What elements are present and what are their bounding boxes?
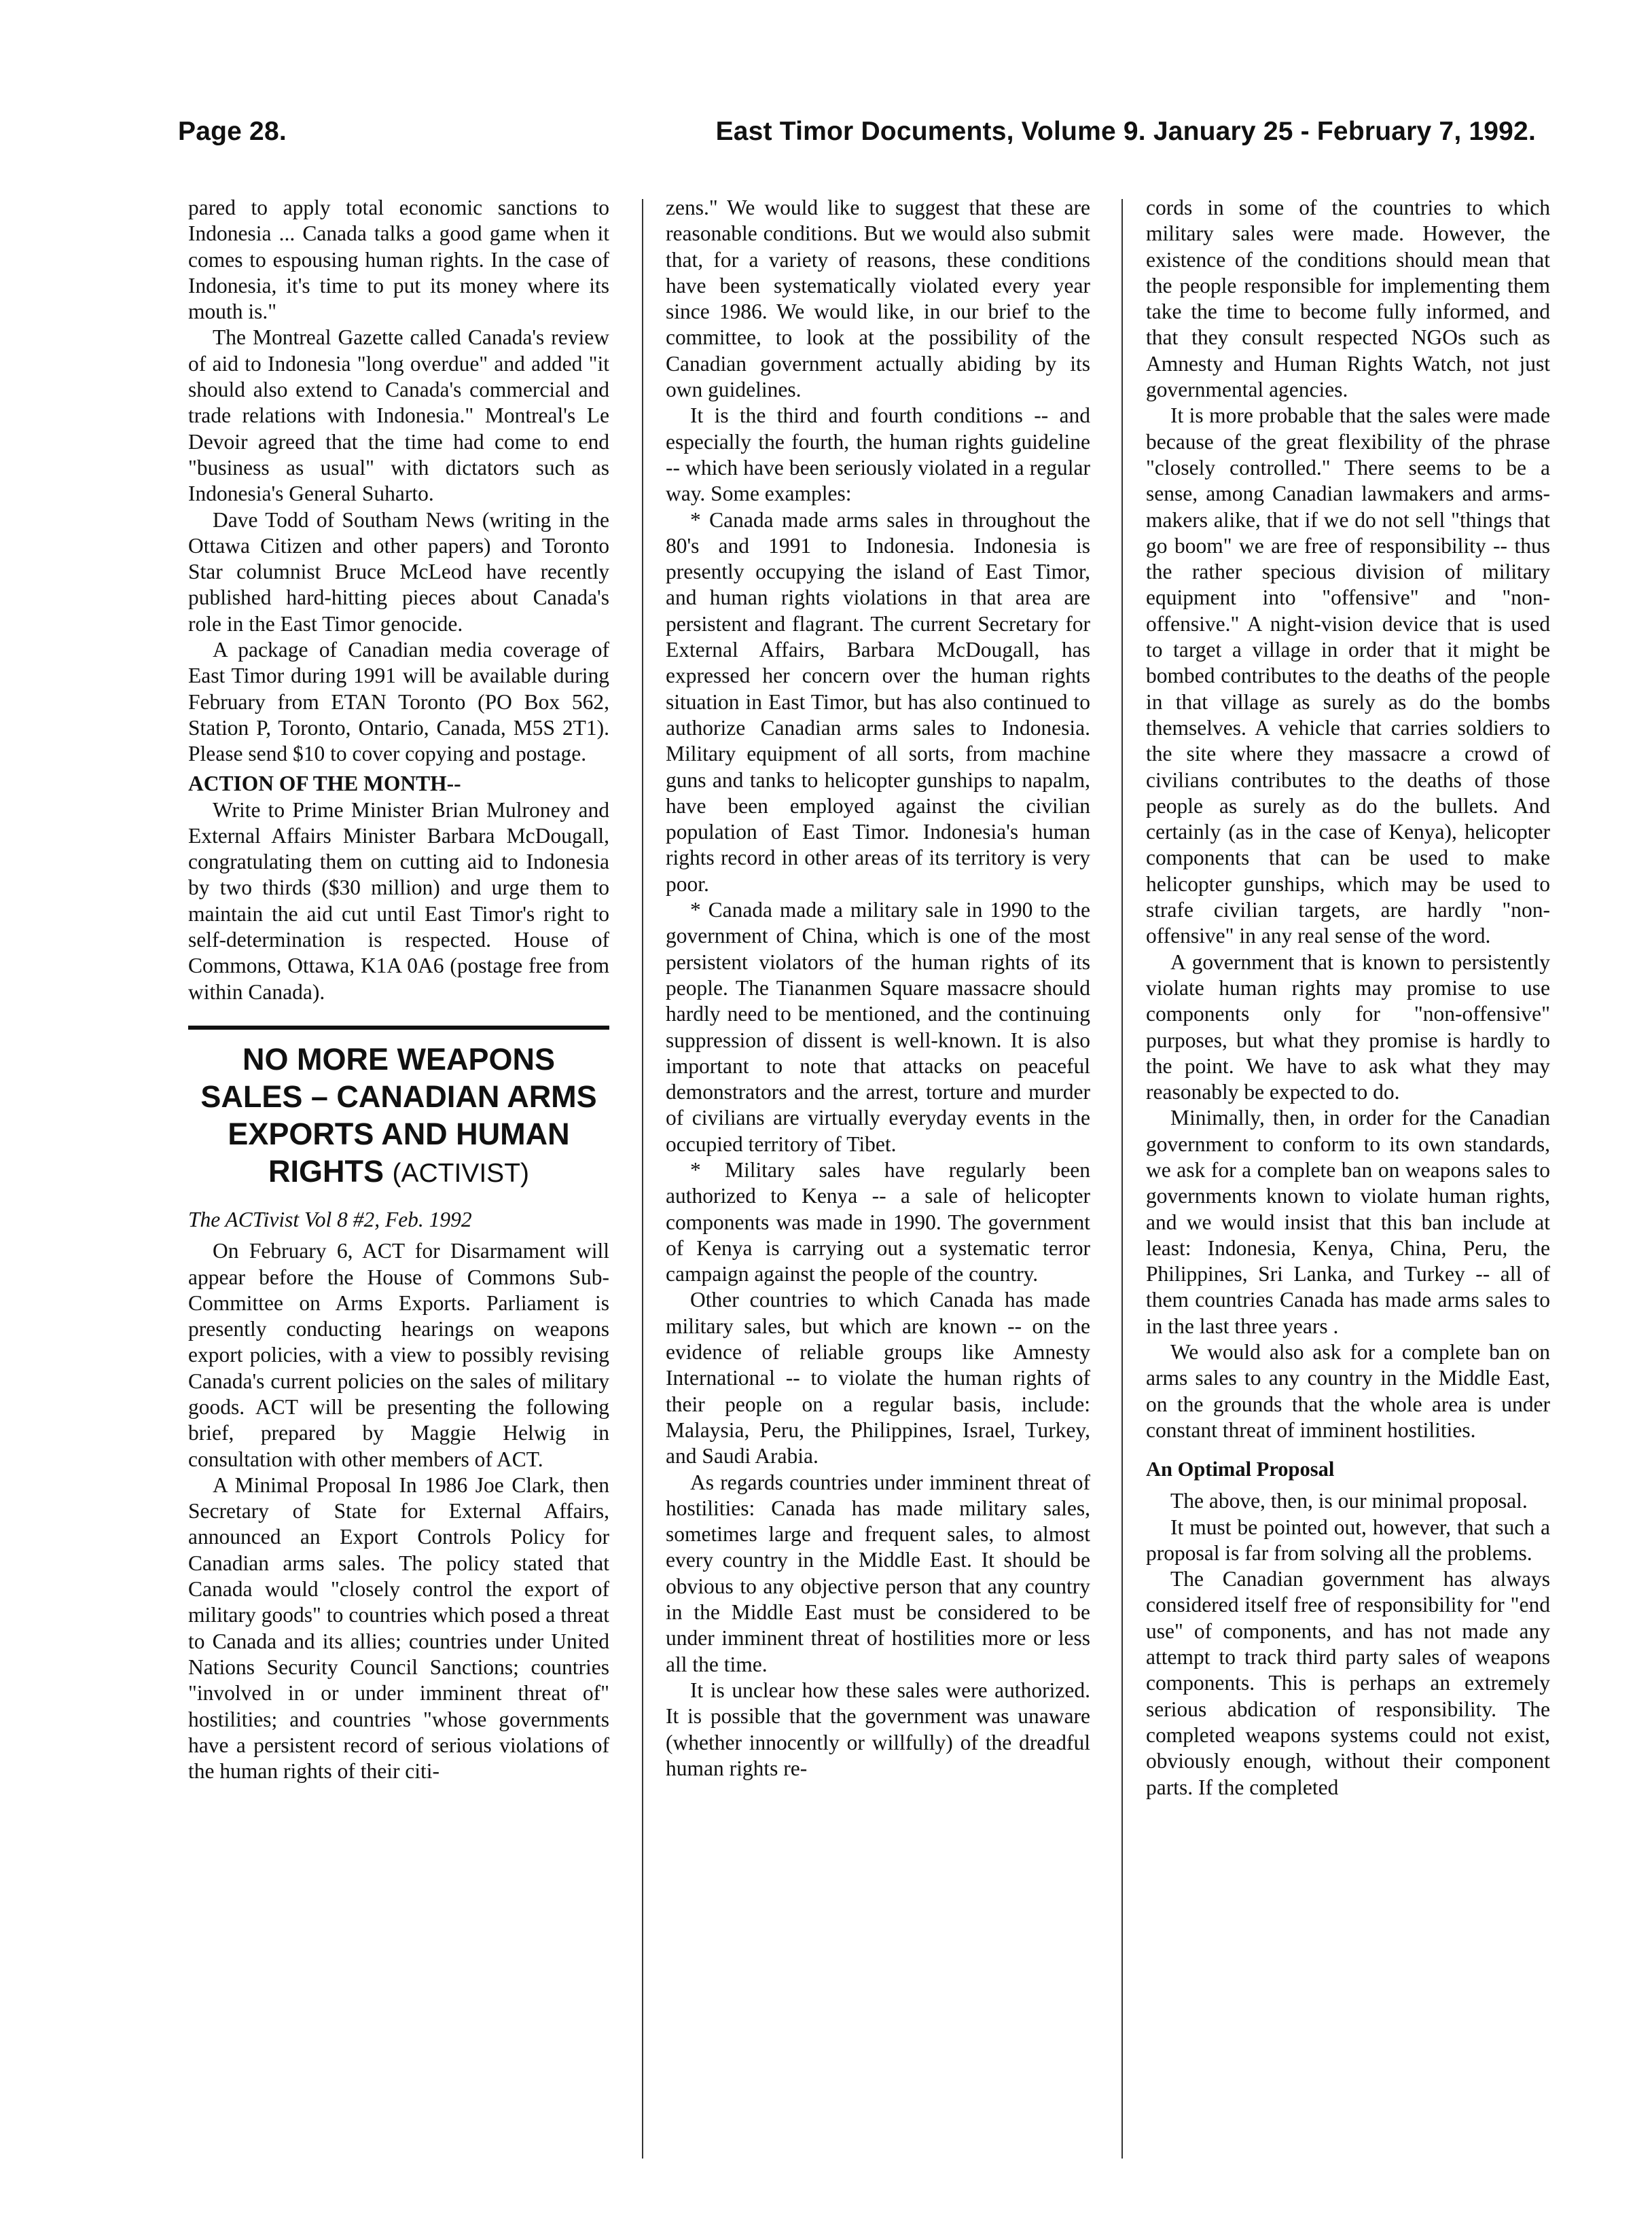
paragraph: The above, then, is our minimal proposal. <box>1170 1489 1528 1513</box>
paragraph: A package of Canadian media coverage of East Timor during 1991 will be available during February from ETAN Toronto (PO Box 562, Station P, Toronto, Ontario, Canada, M5S 2T1). Please send $10 to cover copying and postage. <box>188 638 609 766</box>
paragraph: It is unclear how these sales were authorized. It is possible that the government was unaware (whether innocently or willfully) of the dreadful human rights re- <box>666 1678 1090 1780</box>
text-column-2 <box>666 195 1090 1782</box>
paragraph: * Canada made arms sales in throughout the 80's and 1991 to Indonesia. Indonesia is presently occupying the island of East Timor, and human rights violations in that area are persistent and flagrant. The current Secretary for External Affairs, Barbara McDougall, has expressed her concern over the human rights situation in East Timor, but has also continued to authorize Canadian arms sales to Indonesia. Military equipment of all sorts, from machine guns and tanks to helicopter gunships to napalm, have been employed against the civilian population of East Timor. Indonesia's human rights record in other areas of its territory is very poor. <box>666 507 1090 896</box>
column-divider <box>642 199 643 2159</box>
article-source: (ACTIVIST) <box>392 1158 530 1188</box>
article-header <box>188 1026 609 1233</box>
paragraph: cords in some of the countries to which military sales were made. However, the existence of the conditions should mean that the people responsible for implementing them take the time to become fully informed, and that they consult respected NGOs such as Amnesty and Human Rights Watch, not just governmental agencies. <box>1146 196 1550 402</box>
article-citation: The ACTivist Vol 8 #2, Feb. 1992 <box>188 1207 472 1231</box>
paragraph: A government that is known to persistently violate human rights may promise to use components only for "non-offensive" purposes, but what they promise is hardly to the point. We have to ask what they may reasonably be expected to do. <box>1146 950 1550 1104</box>
paragraph: zens." We would like to suggest that these are reasonable conditions. But we would also submit that, for a variety of reasons, these conditions have been systematically violated every year since 1986. We would like, in our brief to the committee, to look at the possibility of the Canadian government actually abiding by its own guidelines. <box>666 196 1090 402</box>
paragraph: The Montreal Gazette called Canada's review of aid to Indonesia "long overdue" and added "it should also extend to Canada's commercial and trade relations with Indonesia." Montreal's Le Devoir agreed that the time had come to end "business as usual" with dictators such as Indonesia's General Suharto. <box>188 325 609 506</box>
text-column-1 <box>188 195 609 1784</box>
paragraph: * Canada made a military sale in 1990 to the government of China, which is one of the most persistent violators of the human rights of its people. The Tiananmen Square massacre should hardly need to be mentioned, and the continuing suppression of dissent is well-known. It is also important to note that attacks on peaceful demonstrators and the arrest, torture and murder of civilians are virtually everyday events in the occupied territory of Tibet. <box>666 898 1090 1156</box>
paragraph: * Military sales have regularly been authorized to Kenya -- a sale of helicopter components was made in 1990. The government of Kenya is carrying out a systematic terror campaign against the people of the country. <box>666 1157 1090 1286</box>
running-header: East Timor Documents, Volume 9. January 25 - February 7, 1992. <box>715 117 1536 146</box>
paragraph: It is more probable that the sales were made because of the great flexibility of the phrase "closely controlled." There seems to be a sense, among Canadian lawmakers and arms-makers alike, that if we do not sell "things that go boom" we are free of responsibility -- thus the rather specious division of military equipment into "offensive" and "non-offensive." A night-vision device that is used to target a village in order that it might be bombed contributes to the deaths of the people in that village as surely as do the bombs themselves. A vehicle that carries soldiers to the site where they massacre a crowd of civilians contributes to the deaths of those people as surely as do the bullets. And certainly (as in the case of Kenya), helicopter components that can be used to make helicopter gunships, which may be used to strafe civilian targets, are hardly "non-offensive" in any real sense of the word. <box>1146 403 1550 948</box>
paragraph: Other countries to which Canada has made military sales, but which are known -- on the evidence of reliable groups like Amnesty International -- to violate the human rights of their people on a regular basis, include: Malaysia, Peru, the Philippines, Israel, Turkey, and Saudi Arabia. <box>666 1288 1090 1468</box>
paragraph: Write to Prime Minister Brian Mulroney and External Affairs Minister Barbara McDougall, congratulating them on cutting aid to Indonesia by two thirds ($30 million) and urge them to maintain the aid cut until East Timor's right to self-determination is respected. House of Commons, Ottawa, K1A 0A6 (postage free from within Canada). <box>188 797 609 1004</box>
paragraph: A Minimal Proposal In 1986 Joe Clark, then Secretary of State for External Affairs, announced an Export Controls Policy for Canadian arms sales. The policy stated that Canada would "closely control the export of military goods" to countries which posed a threat to Canada and its allies; countries under United Nations Security Council Sanctions; countries "involved in or under imminent threat of" hostilities; and countries "whose governments have a persistent record of serious violations of the human rights of their citi- <box>188 1473 609 1784</box>
article-title-text: NO MORE WEAPONS SALES – CANADIAN ARMS EXPORTS AND HUMAN RIGHTS <box>200 1041 597 1189</box>
paragraph: It must be pointed out, however, that such a proposal is far from solving all the problems. <box>1146 1515 1550 1565</box>
paragraph: It is the third and fourth conditions -- and especially the fourth, the human rights guideline -- which have been seriously violated in a regular way. Some examples: <box>666 403 1090 506</box>
article-title <box>188 1041 609 1192</box>
paragraph: We would also ask for a complete ban on arms sales to any country in the Middle East, on the grounds that the whole area is under constant threat of imminent hostilities. <box>1146 1340 1550 1442</box>
page-number: Page 28. <box>178 117 287 146</box>
paragraph: The Canadian government has always considered itself free of responsibility for "end use" of components, and has not made any attempt to track third party sales of weapons components. This is perhaps an extremely serious abdication of responsibility. The completed weapons systems could not exist, obviously enough, without their component parts. If the completed <box>1146 1567 1550 1799</box>
paragraph: pared to apply total economic sanctions to Indonesia ... Canada talks a good game when it comes to espousing human rights. In the case of Indonesia, it's time to put its money where its mouth is." <box>188 196 609 324</box>
section-heading: An Optimal Proposal <box>1146 1458 1335 1481</box>
paragraph: On February 6, ACT for Disarmament will appear before the House of Commons Sub-Committee on Arms Exports. Parliament is presently conducting hearings on weapons export policies, with a view to possibly revising Canada's current policies on the sales of military goods. ACT will be presenting the following brief, prepared by Maggie Helwig in consultation with other members of ACT. <box>188 1239 609 1471</box>
text-column-3 <box>1146 195 1550 1801</box>
action-heading: ACTION OF THE MONTH-- <box>188 771 461 795</box>
paragraph: As regards countries under imminent threat of hostilities: Canada has made military sales, sometimes large and frequent sales, to almost every country in the Middle East. It should be obvious to any objective person that any country in the Middle East must be considered to be under imminent threat of hostilities more or less all the time. <box>666 1470 1090 1676</box>
paragraph: Dave Todd of Southam News (writing in the Ottawa Citizen and other papers) and Toronto Star columnist Bruce McLeod have recently published hard-hitting pieces about Canada's role in the East Timor genocide. <box>188 507 609 636</box>
paragraph: Minimally, then, in order for the Canadian government to conform to its own standards, we ask for a complete ban on weapons sales to governments known to violate human rights, and we would insist that this ban include at least: Indonesia, Kenya, China, Peru, the Philippines, Sri Lanka, and Turkey -- all of them countries Canada has made arms sales to in the last three years . <box>1146 1106 1550 1338</box>
column-divider <box>1121 199 1123 2159</box>
